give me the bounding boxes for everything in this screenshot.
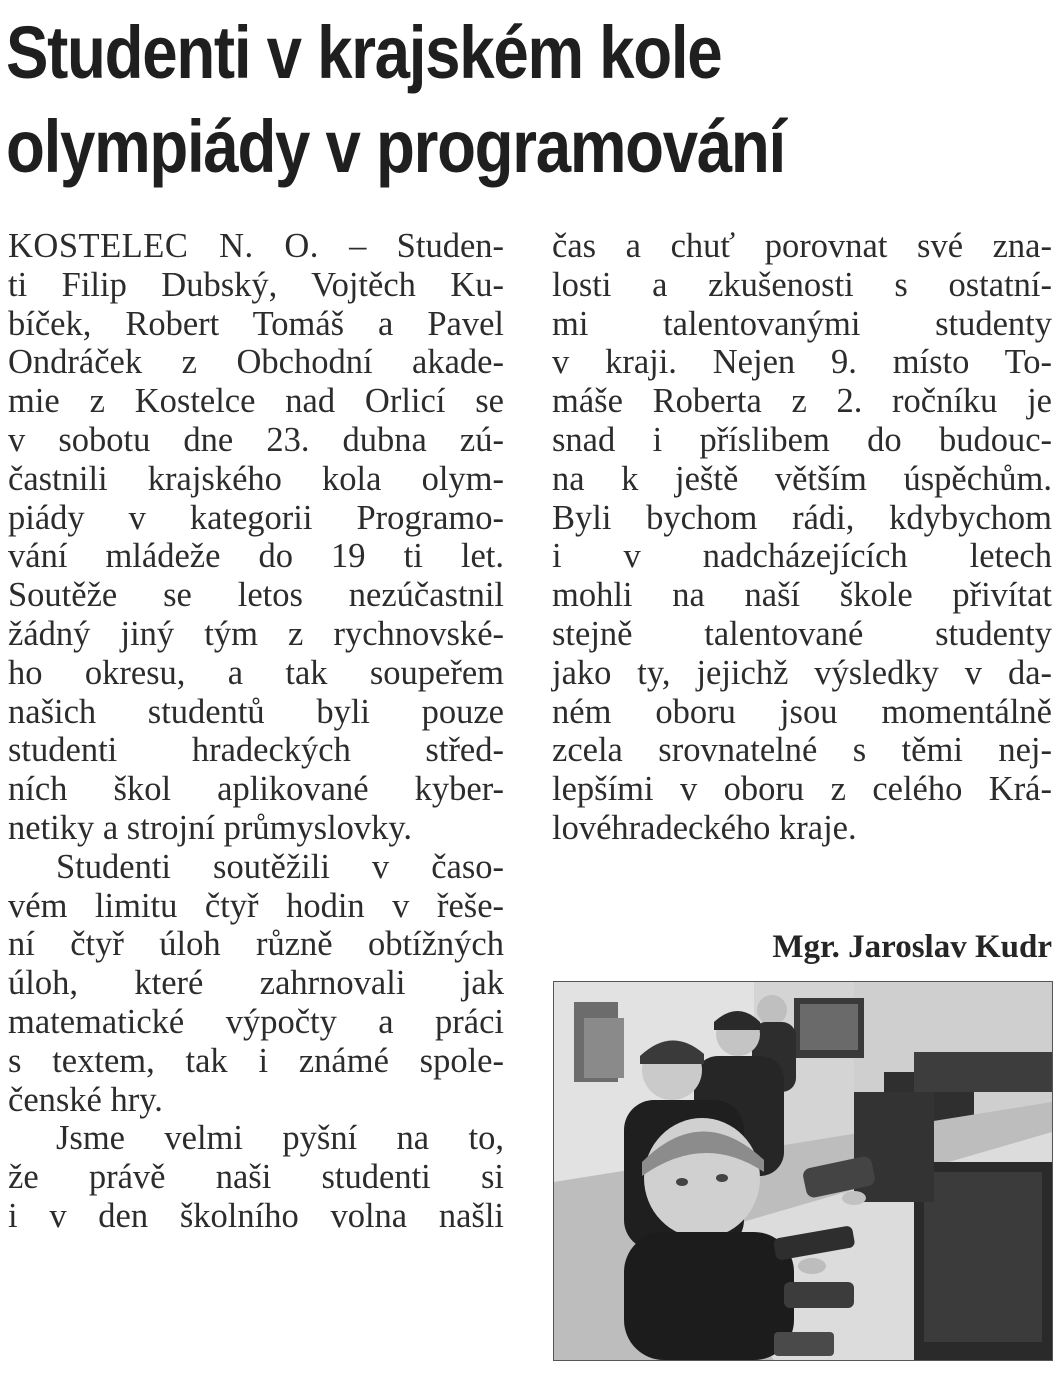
body-line: čas a chuť porovnat své zna- <box>552 227 1052 265</box>
body-line: Jsme velmi pyšní na to, <box>56 1119 504 1158</box>
body-line: vání mládeže do 19 ti let. <box>8 537 504 576</box>
body-line: losti a zkušenosti s ostatní- <box>552 265 1052 304</box>
students-at-computers-photo <box>554 982 1052 1360</box>
body-line: zcela srovnatelné s těmi nej- <box>552 731 1052 770</box>
body-line: v kraji. Nejen 9. místo To- <box>552 343 1052 382</box>
body-line: vém limitu čtyř hodin v řeše- <box>8 886 504 925</box>
body-line: na k ještě větším úspěchům. <box>552 459 1052 498</box>
body-line: mohli na naší škole přivítat <box>552 576 1052 615</box>
body-line: KOSTELEC N. O. – Studen- <box>8 227 505 265</box>
body-line: i v den školního volna našli <box>8 1196 504 1235</box>
body-line: Soutěže se letos nezúčastnil <box>8 576 504 615</box>
body-line: ti Filip Dubský, Vojtěch Ku- <box>8 265 504 304</box>
body-line: ní čtyř úloh různě obtížných <box>8 925 504 964</box>
body-line: stejně talentované studenty <box>552 614 1052 653</box>
body-line: s textem, tak i známé spole- <box>8 1041 504 1080</box>
dateline: KOSTELEC N. O. <box>8 227 319 265</box>
body-line: netiky a strojní průmyslovky. <box>8 808 413 847</box>
body-line: i v nadcházejících letech <box>552 537 1052 576</box>
body-line: úloh, které zahrnovali jak <box>8 964 504 1003</box>
body-line: mi talentovanými studenty <box>552 304 1052 343</box>
body-line: našich studentů byli pouze <box>8 692 504 731</box>
body-line: Byli bychom rádi, kdybychom <box>552 498 1052 537</box>
headline-line-1: Studenti v krajském kole <box>6 11 722 94</box>
body-line: lepšími v oboru z celého Krá- <box>552 770 1052 809</box>
right-column <box>552 227 1052 848</box>
body-line: bíček, Robert Tomáš a Pavel <box>8 304 504 343</box>
body-line: ném oboru jsou momentálně <box>552 692 1052 731</box>
body-line: mie z Kostelce nad Orlicí se <box>8 382 504 421</box>
body-line: snad i příslibem do budouc- <box>552 420 1052 459</box>
body-line: Studenti soutěžili v časo- <box>56 847 504 886</box>
body-line: Ondráček z Obchodní akade- <box>8 343 504 382</box>
body-line: jako ty, jejichž výsledky v da- <box>552 653 1052 692</box>
body-line: žádný jiný tým z rychnovské- <box>8 614 504 653</box>
article-photo <box>553 981 1053 1361</box>
body-line: máše Roberta z 2. ročníku je <box>552 382 1052 421</box>
headline-line-2: olympiády v programování <box>6 105 785 188</box>
left-column <box>8 227 504 1236</box>
body-line: častnili krajského kola olym- <box>8 459 504 498</box>
body-line: ho okresu, a tak soupeřem <box>8 653 504 692</box>
body-line: v sobotu dne 23. dubna zú- <box>8 420 504 459</box>
body-line: ních škol aplikované kyber- <box>8 770 504 809</box>
body-line: piády v kategorii Programo- <box>8 498 504 537</box>
body-line: že právě naši studenti si <box>8 1158 504 1197</box>
byline: Mgr. Jaroslav Kudr <box>772 929 1052 965</box>
body-line: lovéhradeckého kraje. <box>552 808 857 847</box>
headline <box>6 6 909 194</box>
body-line: studenti hradeckých střed- <box>8 731 504 770</box>
body-line: matematické výpočty a práci <box>8 1002 504 1041</box>
body-line: čenské hry. <box>8 1080 163 1119</box>
